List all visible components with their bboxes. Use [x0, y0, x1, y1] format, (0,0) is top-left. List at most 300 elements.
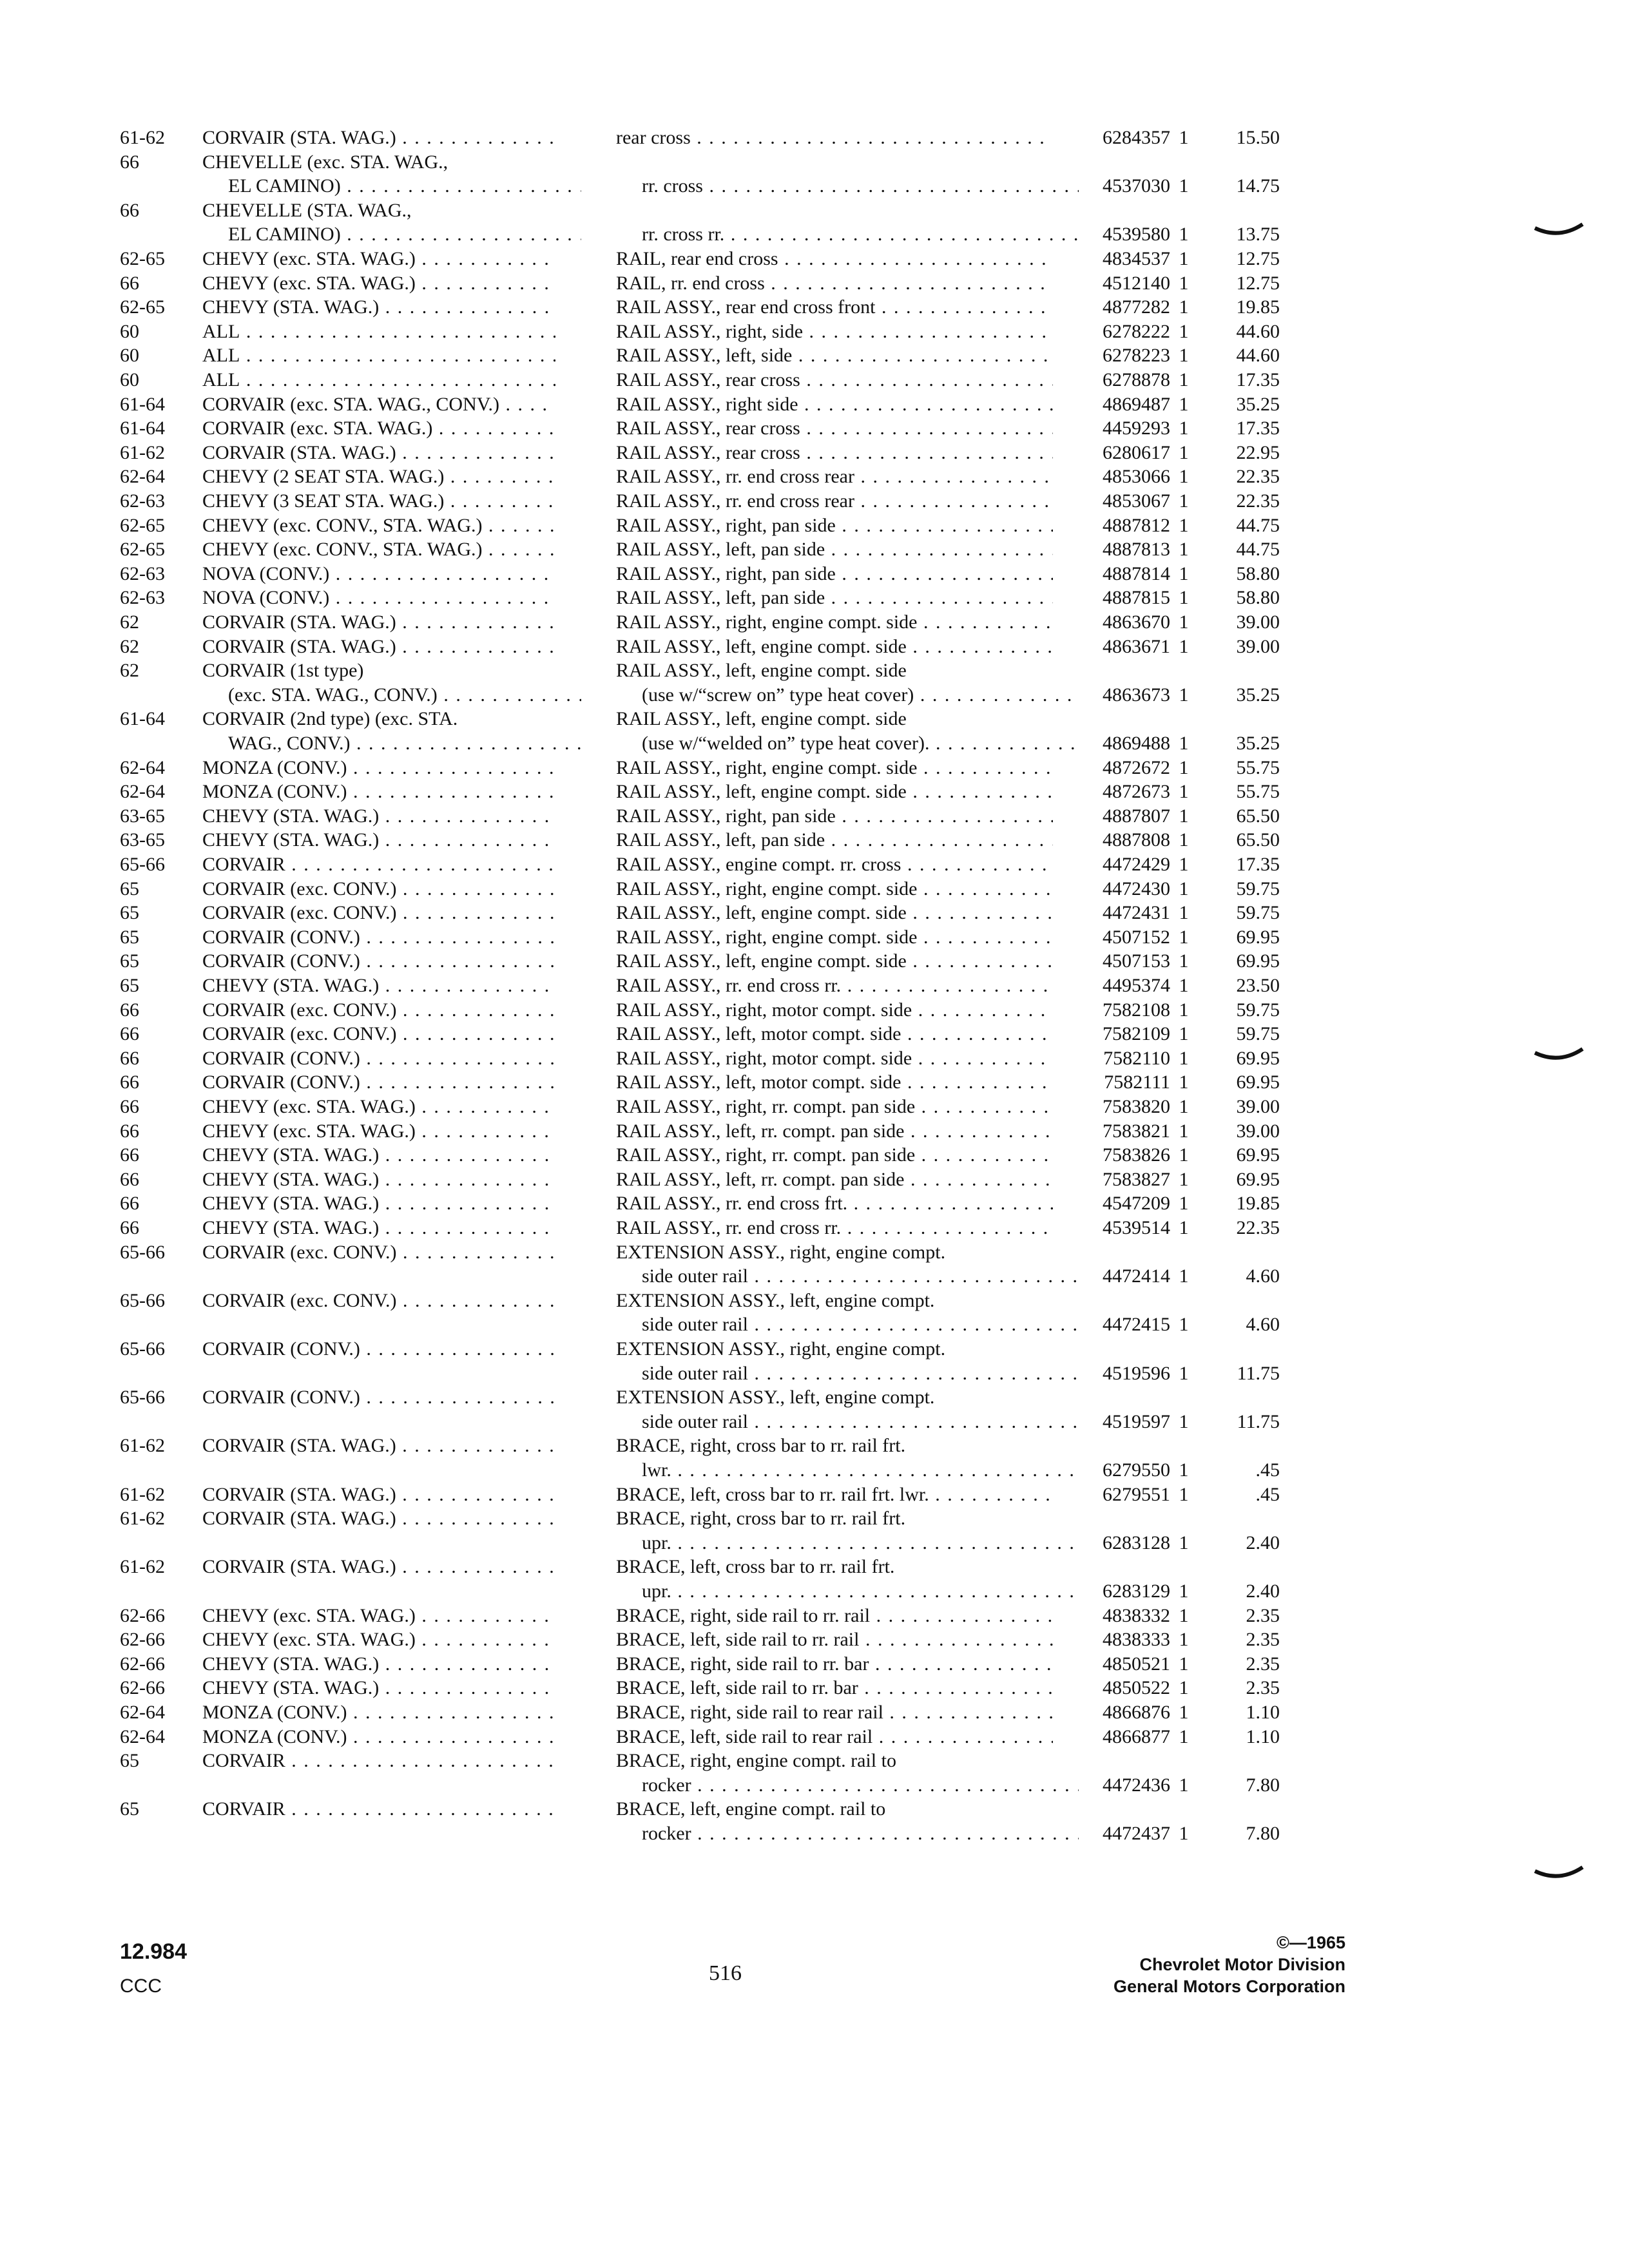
quantity-cell: 1 [1179, 224, 1189, 245]
catalog-row [120, 1555, 1280, 1604]
quantity-cell: 1 [1179, 1725, 1189, 1747]
catalog-row [120, 465, 1280, 490]
description-cell: RAIL ASSY., rr. end cross rear . . . [616, 465, 1053, 488]
price-cell: 44.60 [1236, 320, 1280, 342]
description-cell: BRACE, left, side rail to rr. bar . . . [616, 1677, 1053, 1700]
catalog-row-line [120, 1313, 1280, 1336]
model-cell: MONZA (CONV.) . . . [202, 780, 555, 803]
price-cell: 35.25 [1236, 732, 1280, 754]
catalog-section-code: 12.984 [120, 1939, 187, 1964]
model-cell: CORVAIR (STA. WAG.) . . . [202, 635, 555, 658]
price-cell: 7.80 [1246, 1774, 1280, 1796]
catalog-row-line [120, 538, 1280, 561]
catalog-row-line [120, 611, 1280, 634]
quantity-cell: 1 [1179, 829, 1189, 851]
quantity-cell: 1 [1179, 1483, 1189, 1505]
catalog-row [120, 707, 1280, 756]
catalog-row-line [120, 926, 1280, 949]
catalog-row-line [120, 465, 1280, 488]
price-cell: 1.10 [1246, 1702, 1280, 1723]
part-number-cell: 4887808 [1103, 829, 1170, 851]
part-number-cell: 7582111 [1104, 1072, 1170, 1093]
catalog-row [120, 490, 1280, 514]
quantity-cell: 1 [1179, 1677, 1189, 1699]
catalog-row [120, 1798, 1280, 1846]
catalog-row [120, 514, 1280, 539]
division-line: Chevrolet Motor Division [1139, 1955, 1345, 1974]
part-number-cell: 4887815 [1103, 587, 1170, 609]
year-cell: 62-66 [120, 1677, 165, 1699]
year-cell: 66 [120, 1168, 139, 1190]
part-number-cell: 4872673 [1103, 781, 1170, 803]
price-cell: 4.60 [1246, 1314, 1280, 1336]
price-cell: 69.95 [1236, 950, 1280, 972]
catalog-row-line [120, 247, 1280, 271]
description-cell: (use w/“screw on” type heat cover) . . . [616, 684, 1079, 707]
year-cell: 61-62 [120, 1483, 165, 1505]
part-number-cell: 6283128 [1103, 1532, 1170, 1553]
scan-mark [1534, 219, 1585, 245]
year-cell: 62-66 [120, 1629, 165, 1651]
quantity-cell: 1 [1179, 1410, 1189, 1432]
catalog-row [120, 805, 1280, 829]
catalog-row [120, 1241, 1280, 1289]
quantity-cell: 1 [1179, 539, 1189, 561]
part-number-cell: 4834537 [1103, 248, 1170, 269]
description-cell: BRACE, left, cross bar to rr. rail frt. [616, 1556, 895, 1578]
part-number-cell: 4472430 [1103, 878, 1170, 899]
quantity-cell: 1 [1179, 1532, 1189, 1553]
description-cell: BRACE, left, cross bar to rr. rail frt. lwr. . . . [616, 1483, 1053, 1506]
model-cell: CHEVY (STA. WAG.) . . . [202, 1168, 555, 1191]
catalog-row-line [120, 441, 1280, 465]
year-cell: 65 [120, 1750, 139, 1772]
catalog-row-line [120, 732, 1280, 755]
model-cell: CORVAIR (CONV.) . . . [202, 1047, 555, 1070]
catalog-row [120, 1628, 1280, 1653]
year-cell: 66 [120, 1120, 139, 1142]
description-cell: RAIL ASSY., left, engine compt. side . . . [616, 950, 1053, 973]
part-number-cell: 4472429 [1103, 854, 1170, 875]
price-cell: 15.50 [1236, 127, 1280, 148]
part-number-cell: 4539580 [1103, 224, 1170, 245]
price-cell: 13.75 [1236, 224, 1280, 245]
description-cell: RAIL ASSY., rear cross . . . [616, 417, 1053, 440]
quantity-cell: 1 [1179, 418, 1189, 439]
description-cell: BRACE, left, side rail to rear rail . . . [616, 1725, 1053, 1749]
catalog-row-line [120, 1410, 1280, 1434]
price-cell: 1.10 [1246, 1725, 1280, 1747]
year-cell: 66 [120, 1096, 139, 1117]
year-cell: 62-66 [120, 1604, 165, 1626]
price-cell: 7.80 [1246, 1822, 1280, 1844]
quantity-cell: 1 [1179, 466, 1189, 488]
price-cell: 22.35 [1236, 1217, 1280, 1238]
year-cell: 62-63 [120, 587, 165, 609]
catalog-row [120, 1701, 1280, 1725]
catalog-row-line [120, 1798, 1280, 1821]
description-cell: RAIL ASSY., left, engine compt. side . . . [616, 780, 1053, 803]
model-cell: ALL . . . [202, 320, 555, 343]
model-cell: CHEVY (STA. WAG.) . . . [202, 1144, 555, 1167]
description-cell: (use w/“welded on” type heat cover). . . . [616, 732, 1079, 755]
catalog-row-line [120, 490, 1280, 513]
catalog-row [120, 320, 1280, 345]
catalog-row [120, 296, 1280, 320]
quantity-cell: 1 [1179, 1217, 1189, 1238]
year-cell: 61-64 [120, 708, 165, 730]
model-cell: CORVAIR . . . [202, 1749, 555, 1773]
catalog-row [120, 1023, 1280, 1047]
catalog-row-line [120, 320, 1280, 343]
description-cell: side outer rail . . . [616, 1410, 1079, 1434]
part-number-cell: 4863673 [1103, 684, 1170, 706]
catalog-row-line [120, 344, 1280, 367]
year-cell: 61-62 [120, 1435, 165, 1457]
part-number-cell: 4838332 [1103, 1604, 1170, 1626]
part-number-cell: 4472436 [1103, 1774, 1170, 1796]
model-cell: CHEVY (STA. WAG.) . . . [202, 1216, 555, 1240]
price-cell: 69.95 [1236, 1072, 1280, 1093]
quantity-cell: 1 [1179, 1580, 1189, 1602]
price-cell: 19.85 [1236, 1193, 1280, 1215]
part-number-cell: 4519596 [1103, 1362, 1170, 1384]
description-cell: rear cross . . . [616, 126, 1053, 149]
description-cell: RAIL ASSY., left, rr. compt. pan side . . . [616, 1120, 1053, 1143]
price-cell: 59.75 [1236, 1023, 1280, 1045]
catalog-row [120, 1047, 1280, 1072]
year-cell: 62-65 [120, 248, 165, 269]
description-cell: RAIL ASSY., right side . . . [616, 393, 1053, 416]
part-number-cell: 7582110 [1103, 1047, 1170, 1069]
price-cell: 17.35 [1236, 369, 1280, 390]
catalog-row [120, 1725, 1280, 1750]
catalog-row-line [120, 1749, 1280, 1773]
price-cell: 69.95 [1236, 926, 1280, 948]
catalog-row [120, 1120, 1280, 1144]
quantity-cell: 1 [1179, 611, 1189, 633]
year-cell: 66 [120, 272, 139, 294]
year-cell: 62-64 [120, 1702, 165, 1723]
catalog-row [120, 1604, 1280, 1629]
description-cell: BRACE, right, cross bar to rr. rail frt. [616, 1508, 906, 1530]
price-cell: 19.85 [1236, 296, 1280, 318]
model-cell: CORVAIR (exc. STA. WAG.) . . . [202, 417, 555, 440]
description-cell: lwr. . . . [616, 1459, 1079, 1482]
model-cell: CORVAIR (exc. CONV.) . . . [202, 1023, 555, 1046]
catalog-row [120, 878, 1280, 902]
price-cell: 59.75 [1236, 902, 1280, 924]
catalog-row-line [120, 1216, 1280, 1240]
catalog-row [120, 393, 1280, 418]
catalog-row [120, 1289, 1280, 1338]
description-cell: rocker . . . [616, 1822, 1079, 1845]
year-cell: 60 [120, 345, 139, 367]
description-cell: BRACE, right, cross bar to rr. rail frt. [616, 1435, 906, 1457]
year-cell: 66 [120, 1072, 139, 1093]
quantity-cell: 1 [1179, 1604, 1189, 1626]
model-cell: CHEVY (3 SEAT STA. WAG.) . . . [202, 490, 555, 513]
description-cell: RAIL ASSY., left, rr. compt. pan side . . . [616, 1168, 1053, 1191]
description-cell: RAIL ASSY., rear cross . . . [616, 441, 1053, 465]
quantity-cell: 1 [1179, 684, 1189, 706]
model-cell: MONZA (CONV.) . . . [202, 756, 555, 780]
quantity-cell: 1 [1179, 320, 1189, 342]
catalog-row-line [120, 393, 1280, 416]
description-cell: side outer rail . . . [616, 1362, 1079, 1385]
model-cell: MONZA (CONV.) . . . [202, 1725, 555, 1749]
part-number-cell: 4850521 [1103, 1653, 1170, 1675]
price-cell: 44.75 [1236, 539, 1280, 561]
model-cell: CORVAIR (exc. CONV.) . . . [202, 999, 555, 1022]
model-cell: ALL . . . [202, 369, 555, 392]
catalog-row-line [120, 853, 1280, 876]
price-cell: 12.75 [1236, 272, 1280, 294]
price-cell: 58.80 [1236, 587, 1280, 609]
model-cell: NOVA (CONV.) . . . [202, 562, 555, 586]
year-cell: 65-66 [120, 1289, 165, 1311]
part-number-cell: 4519597 [1103, 1410, 1170, 1432]
catalog-row-line [120, 780, 1280, 803]
catalog-row [120, 635, 1280, 660]
description-cell: RAIL ASSY., right, pan side . . . [616, 805, 1053, 828]
quantity-cell: 1 [1179, 1774, 1189, 1796]
catalog-row-line [120, 223, 1280, 246]
year-cell: 62 [120, 660, 139, 682]
price-cell: .45 [1255, 1459, 1280, 1481]
catalog-row-line [120, 1362, 1280, 1385]
catalog-row-line [120, 272, 1280, 295]
catalog-row-line [120, 1774, 1280, 1797]
catalog-row-line [120, 1653, 1280, 1676]
model-cell: CORVAIR (CONV.) . . . [202, 1338, 555, 1361]
quantity-cell: 1 [1179, 175, 1189, 197]
quantity-cell: 1 [1179, 1193, 1189, 1215]
quantity-cell: 1 [1179, 490, 1189, 512]
description-cell: upr. . . . [616, 1532, 1079, 1555]
model-cell: CORVAIR (STA. WAG.) . . . [202, 1434, 555, 1457]
model-cell: CHEVY (exc. CONV., STA. WAG.) . . . [202, 538, 555, 561]
quantity-cell: 1 [1179, 878, 1189, 899]
description-cell: BRACE, right, side rail to rr. rail . . . [616, 1604, 1053, 1628]
price-cell: 39.00 [1236, 635, 1280, 657]
description-cell: BRACE, right, side rail to rr. bar . . . [616, 1653, 1053, 1676]
part-number-cell: 6283129 [1103, 1580, 1170, 1602]
price-cell: 35.25 [1236, 684, 1280, 706]
catalog-row [120, 344, 1280, 369]
catalog-row [120, 1386, 1280, 1434]
quantity-cell: 1 [1179, 732, 1189, 754]
part-number-cell: 4863670 [1103, 611, 1170, 633]
part-number-cell: 4472437 [1103, 1822, 1170, 1844]
catalog-row [120, 441, 1280, 466]
part-number-cell: 6284357 [1103, 127, 1170, 148]
catalog-row [120, 950, 1280, 974]
quantity-cell: 1 [1179, 1168, 1189, 1190]
part-number-cell: 4869488 [1103, 732, 1170, 754]
catalog-row-line [120, 1338, 1280, 1361]
price-cell: 58.80 [1236, 562, 1280, 584]
year-cell: 65 [120, 878, 139, 899]
price-cell: 44.75 [1236, 514, 1280, 536]
part-number-cell: 6278223 [1103, 345, 1170, 367]
part-number-cell: 7583820 [1103, 1096, 1170, 1117]
price-cell: 22.35 [1236, 490, 1280, 512]
year-cell: 61-62 [120, 127, 165, 148]
part-number-cell: 4866876 [1103, 1702, 1170, 1723]
year-cell: 62-66 [120, 1653, 165, 1675]
catalog-row-line [120, 1555, 1280, 1579]
year-cell: 65 [120, 950, 139, 972]
catalog-row [120, 926, 1280, 950]
copyright-line: ©—1965 [1277, 1933, 1345, 1952]
description-cell: BRACE, left, engine compt. rail to [616, 1798, 886, 1820]
model-cell: CHEVY (STA. WAG.) . . . [202, 829, 555, 852]
model-cell: CHEVY (exc. STA. WAG.) . . . [202, 272, 555, 295]
model-cell: CORVAIR (exc. CONV.) . . . [202, 901, 555, 925]
model-cell: CHEVY (2 SEAT STA. WAG.) . . . [202, 465, 555, 488]
catalog-row-line [120, 1241, 1280, 1264]
description-cell: EXTENSION ASSY., right, engine compt. [616, 1338, 946, 1360]
catalog-row-line [120, 1677, 1280, 1700]
catalog-row [120, 999, 1280, 1023]
catalog-row-line [120, 805, 1280, 828]
quantity-cell: 1 [1179, 1702, 1189, 1723]
price-cell: 2.40 [1246, 1580, 1280, 1602]
price-cell: 59.75 [1236, 999, 1280, 1021]
year-cell: 65 [120, 1798, 139, 1820]
part-number-cell: 4547209 [1103, 1193, 1170, 1215]
part-number-cell: 6278222 [1103, 320, 1170, 342]
catalog-row-line [120, 1725, 1280, 1749]
year-cell: 62-63 [120, 562, 165, 584]
scan-mark [1534, 1862, 1585, 1888]
description-cell: RAIL ASSY., rr. end cross frt. . . . [616, 1192, 1053, 1215]
part-number-cell: 4537030 [1103, 175, 1170, 197]
quantity-cell: 1 [1179, 345, 1189, 367]
year-cell: 66 [120, 1144, 139, 1166]
part-number-cell: 7582108 [1103, 999, 1170, 1021]
price-cell: 2.35 [1246, 1629, 1280, 1651]
quantity-cell: 1 [1179, 587, 1189, 609]
description-cell: RAIL ASSY., right, side . . . [616, 320, 1053, 343]
catalog-row-line [120, 296, 1280, 319]
quantity-cell: 1 [1179, 1822, 1189, 1844]
quantity-cell: 1 [1179, 1459, 1189, 1481]
catalog-row-line [120, 562, 1280, 586]
part-number-cell: 4507152 [1103, 926, 1170, 948]
model-cell: CORVAIR (CONV.) . . . [202, 926, 555, 949]
description-cell: RAIL ASSY., rear cross . . . [616, 369, 1053, 392]
catalog-row-line [120, 999, 1280, 1022]
year-cell: 65 [120, 902, 139, 924]
part-number-cell: 4853066 [1103, 466, 1170, 488]
catalog-row-line [120, 175, 1280, 198]
part-number-cell: 4495374 [1103, 975, 1170, 996]
quantity-cell: 1 [1179, 1047, 1189, 1069]
year-cell: 65 [120, 975, 139, 996]
model-cell: CORVAIR (STA. WAG.) . . . [202, 126, 555, 149]
description-cell: RAIL, rear end cross . . . [616, 247, 1053, 271]
quantity-cell: 1 [1179, 1023, 1189, 1045]
quantity-cell: 1 [1179, 248, 1189, 269]
price-cell: 55.75 [1236, 781, 1280, 803]
catalog-row-line [120, 878, 1280, 901]
price-cell: 65.50 [1236, 805, 1280, 827]
model-cell: CHEVY (exc. STA. WAG.) . . . [202, 1095, 555, 1119]
quantity-cell: 1 [1179, 926, 1189, 948]
year-cell: 66 [120, 199, 139, 221]
price-cell: 39.00 [1236, 1096, 1280, 1117]
description-cell: RAIL ASSY., rear end cross front . . . [616, 296, 1053, 319]
catalog-row-line [120, 1434, 1280, 1457]
year-cell: 63-65 [120, 829, 165, 851]
catalog-row [120, 829, 1280, 853]
price-cell: 11.75 [1237, 1362, 1280, 1384]
year-cell: 61-64 [120, 393, 165, 415]
description-cell: RAIL ASSY., right, engine compt. side . . . [616, 756, 1053, 780]
catalog-row-line [120, 1120, 1280, 1143]
model-cell: CORVAIR . . . [202, 853, 555, 876]
model-cell: CHEVY (exc. STA. WAG.) . . . [202, 1628, 555, 1651]
model-cell: CORVAIR (CONV.) . . . [202, 1386, 555, 1409]
catalog-row-line [120, 1071, 1280, 1094]
year-cell: 62 [120, 611, 139, 633]
catalog-row-line [120, 1580, 1280, 1603]
year-cell: 62 [120, 635, 139, 657]
model-cell: CORVAIR (2nd type) (exc. STA. [202, 708, 458, 730]
catalog-row [120, 1483, 1280, 1508]
quantity-cell: 1 [1179, 999, 1189, 1021]
catalog-row-line [120, 950, 1280, 973]
model-cell: ALL . . . [202, 344, 555, 367]
description-cell: side outer rail . . . [616, 1265, 1079, 1288]
part-number-cell: 4863671 [1103, 635, 1170, 657]
year-cell: 66 [120, 151, 139, 173]
quantity-cell: 1 [1179, 1629, 1189, 1651]
model-cell: CHEVY (STA. WAG.) . . . [202, 1677, 555, 1700]
catalog-row-line [120, 1023, 1280, 1046]
catalog-row-line [120, 1532, 1280, 1555]
model-cell: CORVAIR (STA. WAG.) . . . [202, 611, 555, 634]
catalog-row [120, 1338, 1280, 1386]
price-cell: 4.60 [1246, 1265, 1280, 1287]
catalog-row [120, 1216, 1280, 1241]
catalog-row [120, 1168, 1280, 1193]
catalog-row-line [120, 974, 1280, 997]
price-cell: 12.75 [1236, 248, 1280, 269]
model-cell: CORVAIR (CONV.) . . . [202, 1071, 555, 1094]
description-cell: RAIL ASSY., left, engine compt. side . . . [616, 635, 1053, 658]
description-cell: RAIL ASSY., rr. end cross rr. . . . [616, 1216, 1053, 1240]
catalog-row [120, 1144, 1280, 1168]
description-cell: RAIL ASSY., right, motor compt. side . . . [616, 1047, 1053, 1070]
model-cell: CHEVY (STA. WAG.) . . . [202, 296, 555, 319]
part-number-cell: 4472415 [1103, 1314, 1170, 1336]
catalog-row-line [120, 1047, 1280, 1070]
model-cell: CHEVELLE (STA. WAG., [202, 199, 412, 221]
year-cell: 62-64 [120, 756, 165, 778]
catalog-row [120, 247, 1280, 272]
catalog-row [120, 199, 1280, 247]
quantity-cell: 1 [1179, 562, 1189, 584]
description-cell: EXTENSION ASSY., left, engine compt. [616, 1289, 935, 1311]
price-cell: 22.95 [1236, 441, 1280, 463]
model-cell: WAG., CONV.) . . . [202, 732, 581, 755]
description-cell: RAIL ASSY., rr. end cross rr. . . . [616, 974, 1053, 997]
model-cell: NOVA (CONV.) . . . [202, 586, 555, 610]
model-cell: CORVAIR (exc. STA. WAG., CONV.) . . . [202, 393, 555, 416]
